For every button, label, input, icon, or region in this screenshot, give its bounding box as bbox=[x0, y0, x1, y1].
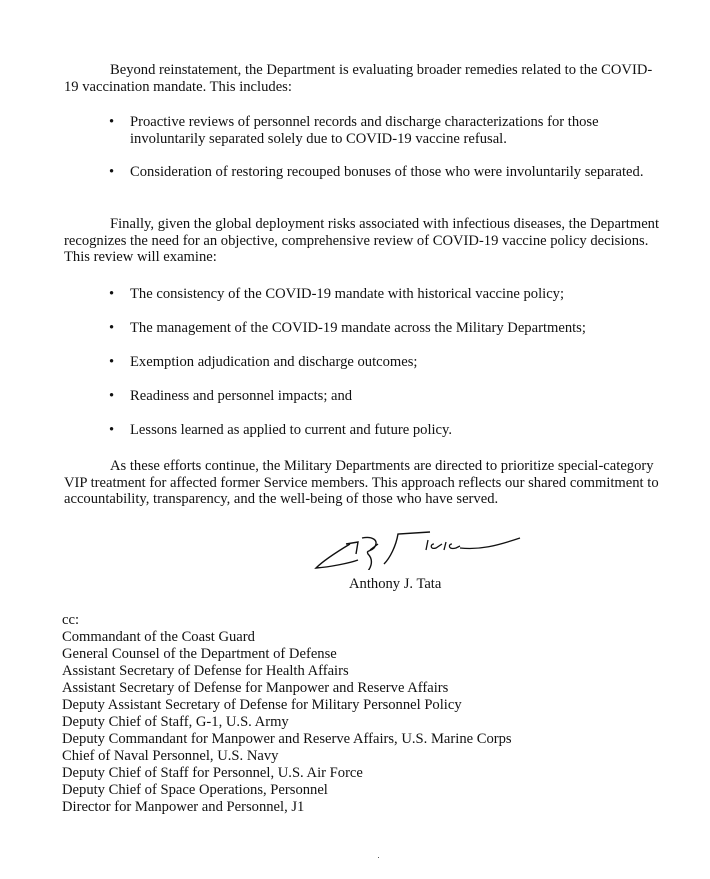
review-list bbox=[109, 286, 669, 439]
list-item-text: Readiness and personnel impacts; and bbox=[130, 388, 353, 405]
cc-label: cc: bbox=[62, 612, 80, 628]
cc-recipient: Director for Manpower and Personnel, J1 bbox=[62, 799, 305, 815]
paragraph-closing: As these efforts continue, the Military Departments are directed to prioritize special-category VIP treatment for affected former Service members. This approach reflects our shared commitment to accountability, transparency, and the well-being of those who have served. bbox=[64, 458, 659, 508]
bullet-icon: • bbox=[109, 388, 115, 405]
cc-recipient: Chief of Naval Personnel, U.S. Navy bbox=[62, 748, 279, 764]
list-item-text: The management of the COVID-19 mandate across the Military Departments; bbox=[130, 320, 586, 337]
signature-icon bbox=[310, 530, 530, 570]
paragraph-remedies-intro: Beyond reinstatement, the Department is evaluating broader remedies related to the COVID-19 vaccination mandate. This includes: bbox=[64, 62, 653, 95]
remedies-list bbox=[109, 114, 669, 181]
cc-recipient: Deputy Chief of Staff for Personnel, U.S. Air Force bbox=[62, 765, 363, 781]
list-item-text: The consistency of the COVID-19 mandate with historical vaccine policy; bbox=[130, 286, 565, 302]
paragraph-review-intro: Finally, given the global deployment risks associated with infectious diseases, the Department recognizes the need for an objective, comprehensive review of COVID-19 vaccine policy decisions. This review will examine: bbox=[64, 216, 660, 266]
bullet-icon: • bbox=[109, 164, 115, 181]
list-item bbox=[109, 422, 669, 439]
cc-list bbox=[62, 612, 512, 816]
list-item bbox=[109, 286, 669, 303]
list-item-text: Proactive reviews of personnel records and discharge characterizations for those involuntarily separated solely due to COVID-19 vaccine refusal. bbox=[130, 114, 599, 147]
cc-recipient: Assistant Secretary of Defense for Manpower and Reserve Affairs bbox=[62, 680, 449, 696]
cc-recipient: Assistant Secretary of Defense for Health Affairs bbox=[62, 663, 349, 679]
list-item-text: Lessons learned as applied to current and future policy. bbox=[130, 422, 453, 439]
list-item bbox=[109, 320, 669, 337]
bullet-icon: • bbox=[109, 114, 115, 130]
bullet-icon: • bbox=[109, 422, 115, 439]
cc-recipient: Deputy Commandant for Manpower and Reserve Affairs, U.S. Marine Corps bbox=[62, 731, 512, 747]
signatory-name: Anthony J. Tata bbox=[349, 576, 442, 592]
list-item bbox=[109, 388, 669, 405]
list-item bbox=[109, 354, 669, 371]
list-item bbox=[109, 114, 669, 147]
bullet-icon: • bbox=[109, 354, 115, 371]
list-item-text: Exemption adjudication and discharge outcomes; bbox=[130, 354, 418, 371]
scan-speck bbox=[378, 857, 379, 858]
cc-recipient: Deputy Assistant Secretary of Defense for Military Personnel Policy bbox=[62, 697, 462, 713]
cc-recipient: General Counsel of the Department of Defense bbox=[62, 646, 337, 662]
list-item bbox=[109, 164, 669, 181]
cc-recipient: Deputy Chief of Staff, G-1, U.S. Army bbox=[62, 714, 289, 730]
bullet-icon: • bbox=[109, 286, 115, 302]
cc-recipient: Commandant of the Coast Guard bbox=[62, 629, 255, 645]
bullet-icon: • bbox=[109, 320, 115, 337]
cc-recipient: Deputy Chief of Space Operations, Personnel bbox=[62, 782, 328, 798]
list-item-text: Consideration of restoring recouped bonuses of those who were involuntarily separated. bbox=[130, 164, 644, 181]
